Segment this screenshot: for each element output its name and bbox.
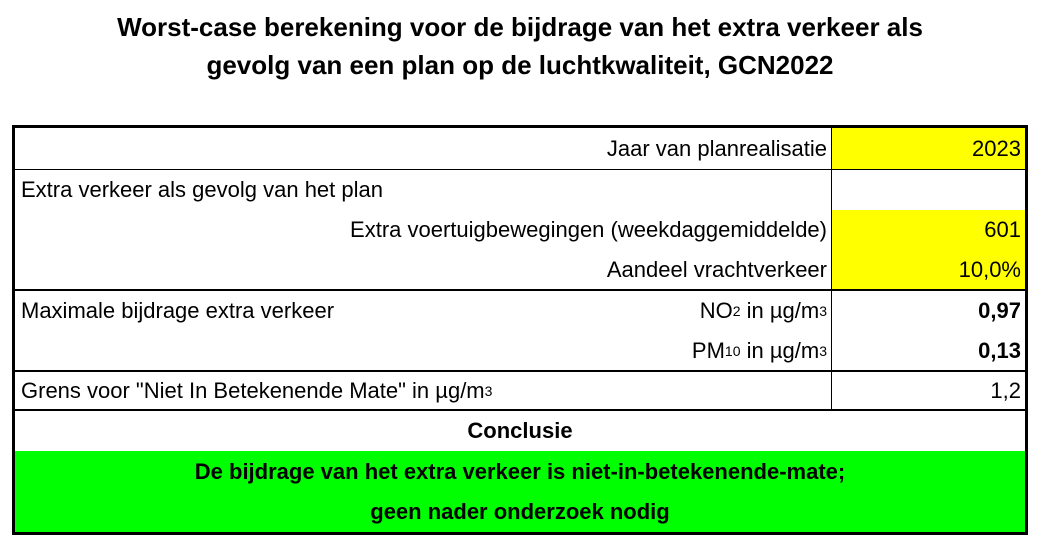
conclusie-line-2: geen nader onderzoek nodig — [370, 499, 670, 524]
no2-sup: 3 — [819, 303, 827, 319]
row-pm10 — [15, 331, 1025, 372]
grens-sup: 3 — [484, 382, 493, 399]
pm10-sub: 10 — [724, 342, 741, 359]
grens-value: 1,2 — [831, 372, 1025, 409]
grens-text: Grens voor "Niet In Betekenende Mate" in µg/m — [21, 377, 485, 403]
row-extra-verkeer — [15, 170, 1025, 210]
no2-unit-label — [415, 291, 831, 331]
jaar-value[interactable]: 2023 — [831, 128, 1025, 169]
bijdrage-label: Maximale bijdrage extra verkeer — [21, 298, 335, 323]
no2-suffix: in µg/m — [740, 298, 820, 323]
conclusie-line-1: De bijdrage van het extra verkeer is niet-in-betekenende-mate; — [194, 459, 846, 484]
page-title — [0, 8, 1040, 84]
conclusie-box — [15, 451, 1025, 532]
pm10-value: 0,13 — [831, 331, 1025, 370]
vracht-value[interactable]: 10,0% — [831, 250, 1025, 289]
row-vrachtverkeer — [15, 250, 1025, 291]
extra-verkeer-label: Extra verkeer als gevolg van het plan — [21, 177, 383, 202]
title-line-2: gevolg van een plan op de luchtkwaliteit, GCN2022 — [206, 50, 834, 80]
row-grens — [15, 372, 1025, 411]
no2-prefix: NO — [699, 298, 733, 323]
voertuig-value[interactable]: 601 — [831, 210, 1025, 250]
row-no2 — [15, 291, 1025, 331]
row-jaar — [15, 128, 1025, 170]
pm10-suffix: in µg/m — [740, 337, 820, 363]
pm10-unit-label — [15, 331, 831, 370]
pm10-prefix: PM — [691, 337, 725, 363]
no2-value: 0,97 — [831, 291, 1025, 331]
row-conclusie-header — [15, 411, 1025, 451]
extra-verkeer-value — [831, 170, 1025, 210]
no2-sub: 2 — [732, 303, 741, 319]
jaar-label: Jaar van planrealisatie — [606, 135, 827, 161]
row-voertuigbewegingen — [15, 210, 1025, 250]
voertuig-label: Extra voertuigbewegingen (weekdaggemiddelde) — [350, 217, 827, 242]
title-line-1: Worst-case berekening voor de bijdrage van het extra verkeer als — [117, 12, 923, 42]
pm10-sup: 3 — [819, 342, 827, 359]
calculation-table — [12, 125, 1028, 535]
grens-label — [15, 372, 831, 409]
vracht-label: Aandeel vrachtverkeer — [606, 256, 827, 282]
conclusie-header: Conclusie — [467, 418, 573, 443]
